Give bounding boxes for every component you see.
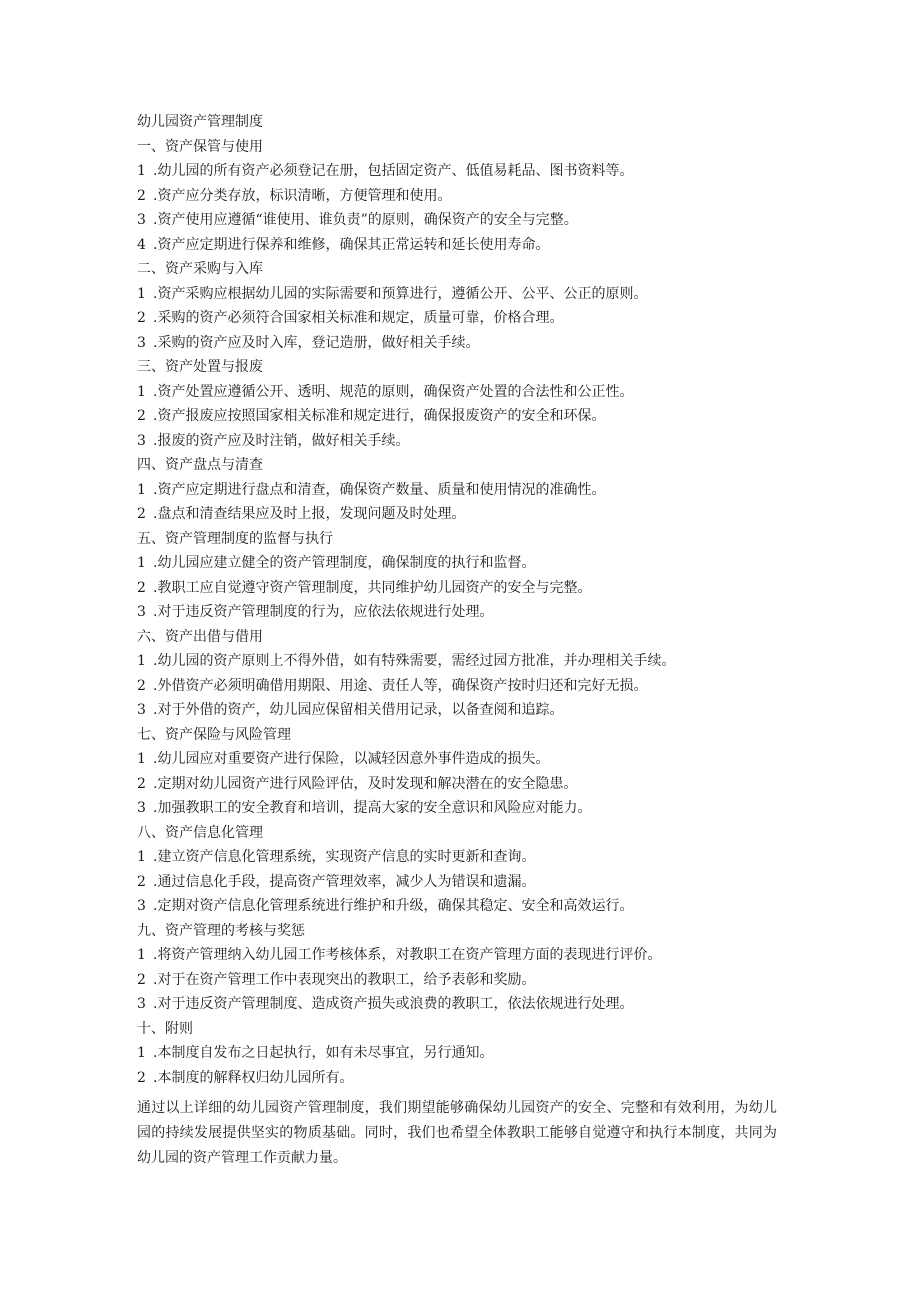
item-text: .定期对幼儿园资产进行风险评估，及时发现和解决潜在的安全隐患。 <box>153 775 578 792</box>
list-item <box>137 429 787 454</box>
item-number: 1 <box>137 947 146 963</box>
item-text: .对于违反资产管理制度的行为，应依法依规进行处理。 <box>153 604 494 620</box>
item-text: .定期对资产信息化管理系统进行维护和升级，确保其稳定、安全和高效运行。 <box>153 898 634 914</box>
section-heading: 七、资产保险与风险管理 <box>137 726 291 743</box>
list-item <box>137 698 787 723</box>
item-number: 2 <box>137 187 146 204</box>
item-text: .报废的资产应及时注销，做好相关手续。 <box>153 432 410 449</box>
list-item <box>137 404 787 429</box>
section-heading: 六、资产出借与借用 <box>137 628 263 645</box>
list-item <box>137 1066 787 1091</box>
item-number: 3 <box>137 702 146 718</box>
list-item <box>137 478 787 503</box>
section-heading: 十、附则 <box>137 1020 193 1037</box>
item-text: .对于外借的资产，幼儿园应保留相关借用记录，以备查阅和追踪。 <box>153 702 564 718</box>
item-text: .加强教职工的安全教育和培训，提高大家的安全意识和风险应对能力。 <box>153 800 592 816</box>
item-number: 2 <box>137 408 146 424</box>
list-item <box>137 870 787 895</box>
list-item <box>137 943 787 968</box>
list-item <box>137 331 787 356</box>
item-number: 2 <box>137 971 146 988</box>
item-text: .对于在资产管理工作中表现突出的教职工，给予表彰和奖励。 <box>153 971 536 988</box>
item-number: 2 <box>137 873 146 890</box>
item-number: 1 <box>137 1045 146 1061</box>
item-text: .幼儿园的资产原则上不得外借，如有特殊需要，需经过园方批准，并办理相关手续。 <box>153 653 676 669</box>
item-number: 3 <box>137 432 146 449</box>
item-number: 1 <box>137 751 146 767</box>
item-text: .幼儿园应建立健全的资产管理制度，确保制度的执行和监督。 <box>153 555 536 571</box>
list-item <box>137 747 787 772</box>
list-item <box>137 159 787 184</box>
list-item <box>137 208 787 233</box>
list-item <box>137 502 787 527</box>
list-item <box>137 576 787 601</box>
section-heading: 八、资产信息化管理 <box>137 824 263 841</box>
list-item <box>137 600 787 625</box>
list-item <box>137 282 787 307</box>
list-item <box>137 184 787 209</box>
conclusion-paragraph: 通过以上详细的幼儿园资产管理制度，我们期望能够确保幼儿园资产的安全、完整和有效利用，为幼儿园的持续发展提供坚实的物质基础。同时，我们也希望全体教职工能够自觉遵守和执行本制度，共同为幼儿园的资产管理工作贡献力量。 <box>137 1100 777 1166</box>
item-number: 3 <box>137 212 146 228</box>
item-number: 3 <box>137 898 146 914</box>
item-text: .资产使用应遵循“谁使用、谁负责”的原则，确保资产的安全与完整。 <box>153 212 578 228</box>
list-item <box>137 894 787 919</box>
item-number: 2 <box>137 677 146 694</box>
list-item <box>137 845 787 870</box>
item-text: .采购的资产应及时入库，登记造册，做好相关手续。 <box>153 334 480 351</box>
document-title: 幼儿园资产管理制度 <box>137 114 263 130</box>
list-item <box>137 796 787 821</box>
list-item <box>137 772 787 797</box>
section-heading: 三、资产处置与报废 <box>137 359 263 375</box>
item-text: .采购的资产必须符合国家相关标准和规定，质量可靠，价格合理。 <box>153 310 564 326</box>
section-heading: 四、资产盘点与清查 <box>137 457 263 473</box>
section-heading: 一、资产保管与使用 <box>137 138 263 155</box>
item-text: .资产报废应按照国家相关标准和规定进行，确保报废资产的安全和环保。 <box>153 408 606 424</box>
section-heading: 二、资产采购与入库 <box>137 261 263 277</box>
section-heading: 九、资产管理的考核与奖惩 <box>137 922 305 939</box>
item-text: .对于违反资产管理制度、造成资产损失或浪费的教职工，依法依规进行处理。 <box>153 996 634 1012</box>
item-number: 2 <box>137 1069 146 1086</box>
item-number: 1 <box>137 481 146 498</box>
item-number: 2 <box>137 579 146 596</box>
item-text: .资产处置应遵循公开、透明、规范的原则，确保资产处置的合法性和公正性。 <box>153 383 634 400</box>
item-text: .通过信息化手段，提高资产管理效率，减少人为错误和遗漏。 <box>153 873 536 890</box>
sections-container <box>137 135 787 1091</box>
item-text: .资产应定期进行保养和维修，确保其正常运转和延长使用寿命。 <box>153 236 550 253</box>
item-number: 4 <box>137 236 146 253</box>
item-text: .本制度的解释权归幼儿园所有。 <box>153 1069 354 1086</box>
item-number: 2 <box>137 775 146 792</box>
item-number: 1 <box>137 555 146 571</box>
document-page <box>137 110 787 1171</box>
item-text: .将资产管理纳入幼儿园工作考核体系，对教职工在资产管理方面的表现进行评价。 <box>153 947 662 963</box>
item-text: .外借资产必须明确借用期限、用途、责任人等，确保资产按时归还和完好无损。 <box>153 677 648 694</box>
item-number: 1 <box>137 849 146 865</box>
item-text: .本制度自发布之日起执行，如有未尽事宜，另行通知。 <box>153 1045 494 1061</box>
list-item <box>137 306 787 331</box>
list-item <box>137 380 787 405</box>
item-text: .教职工应自觉遵守资产管理制度，共同维护幼儿园资产的安全与完整。 <box>153 579 592 596</box>
list-item <box>137 551 787 576</box>
item-number: 3 <box>137 800 146 816</box>
item-text: .资产采购应根据幼儿园的实际需要和预算进行，遵循公开、公平、公正的原则。 <box>153 285 648 302</box>
list-item <box>137 968 787 993</box>
item-text: .建立资产信息化管理系统，实现资产信息的实时更新和查询。 <box>153 849 536 865</box>
list-item <box>137 1041 787 1066</box>
item-number: 3 <box>137 996 146 1012</box>
list-item <box>137 233 787 258</box>
item-number: 1 <box>137 285 146 302</box>
item-text: .资产应分类存放，标识清晰，方便管理和使用。 <box>153 187 452 204</box>
item-number: 2 <box>137 506 146 522</box>
list-item <box>137 649 787 674</box>
item-number: 1 <box>137 653 146 669</box>
item-number: 3 <box>137 334 146 351</box>
item-number: 3 <box>137 604 146 620</box>
section-heading: 五、资产管理制度的监督与执行 <box>137 530 333 547</box>
list-item <box>137 674 787 699</box>
item-number: 1 <box>137 383 146 400</box>
item-number: 2 <box>137 310 146 326</box>
item-text: .资产应定期进行盘点和清查，确保资产数量、质量和使用情况的准确性。 <box>153 481 606 498</box>
item-text: .幼儿园的所有资产必须登记在册，包括固定资产、低值易耗品、图书资料等。 <box>153 163 634 179</box>
item-number: 1 <box>137 163 146 179</box>
item-text: .幼儿园应对重要资产进行保险，以减轻因意外事件造成的损失。 <box>153 751 550 767</box>
item-text: .盘点和清查结果应及时上报，发现问题及时处理。 <box>153 506 466 522</box>
list-item <box>137 992 787 1017</box>
